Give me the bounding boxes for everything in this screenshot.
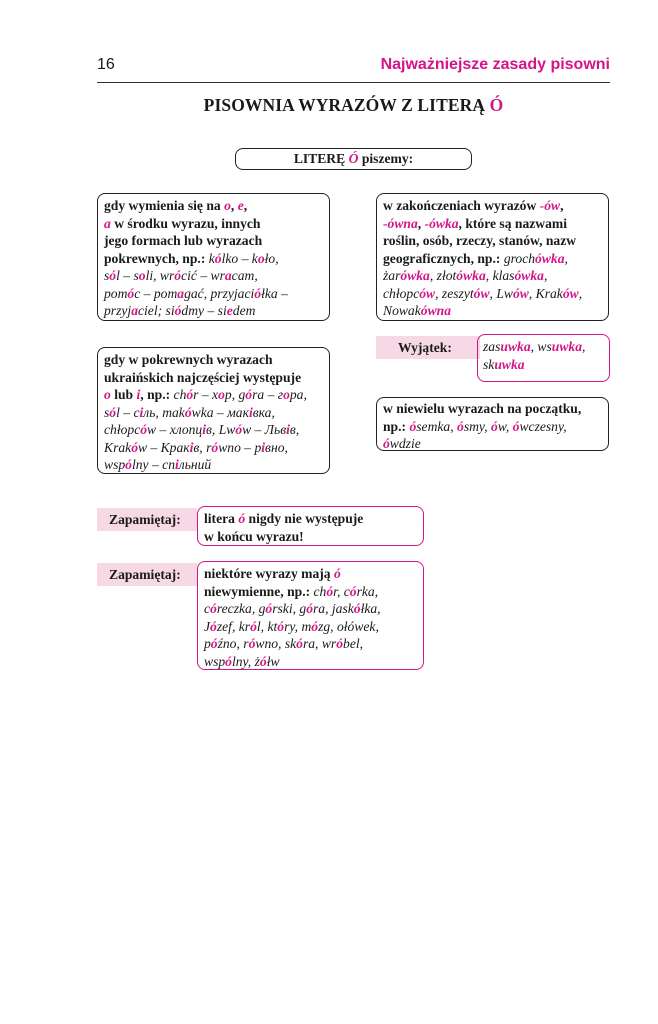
text: , np.:: [140, 387, 174, 402]
accent: ów: [473, 285, 490, 301]
text: ch: [173, 387, 187, 402]
text: lny – сп: [131, 457, 175, 472]
accent: o: [257, 250, 265, 266]
text: Krak: [104, 439, 132, 455]
accent: ówka: [535, 250, 565, 266]
text: wsp: [104, 457, 126, 472]
rule-line: jego formach lub wyrazach: [104, 233, 263, 248]
text: ry,: [284, 618, 302, 634]
rule-line: [104, 439, 323, 457]
accent: o: [138, 268, 146, 283]
rule-line: [383, 435, 602, 453]
accent: ó: [109, 404, 117, 420]
rule-line: [204, 600, 417, 618]
rule-line: w niewielu wyrazach na początku,: [383, 401, 582, 416]
accent: ó: [326, 583, 334, 599]
text: lny,: [231, 653, 255, 669]
text: rski,: [272, 601, 300, 616]
text: в, Lw: [206, 422, 236, 437]
text: m: [301, 618, 312, 634]
accent: a: [104, 215, 111, 231]
text: , klas: [485, 268, 515, 283]
text: groch: [503, 250, 536, 266]
accent: i: [136, 387, 141, 402]
rule-line: [483, 338, 604, 356]
rule-line: [204, 565, 417, 583]
text: niewymienne, np.:: [204, 583, 314, 599]
text: g: [258, 601, 266, 616]
text: gać, przyjaci: [184, 285, 255, 301]
accent: ó: [349, 583, 357, 599]
rule-line: [104, 456, 323, 474]
text: льний: [178, 457, 212, 472]
text: , Lw: [489, 285, 513, 301]
text: c: [204, 601, 211, 616]
text: в,: [289, 422, 300, 437]
text: wdzie: [389, 436, 421, 451]
text: ra, jask: [313, 601, 354, 616]
remember-label: Zapamiętaj:: [97, 563, 197, 586]
rule-line: [383, 285, 602, 303]
accent: a: [224, 268, 232, 283]
text: ,: [243, 198, 248, 213]
page-title: [97, 95, 610, 116]
accent: ó: [296, 636, 303, 651]
text: ,: [564, 250, 568, 266]
text: bel,: [343, 636, 364, 651]
accent: ó: [131, 439, 138, 455]
rule-box-alternation: [97, 193, 330, 321]
text: c – pom: [134, 285, 178, 301]
rule-line: [383, 250, 602, 268]
accent: ó: [306, 601, 313, 616]
text: w środku wyrazu, innych: [110, 215, 261, 231]
accent: ó: [174, 268, 182, 283]
text: źno,: [217, 636, 244, 651]
accent: ó: [336, 636, 344, 651]
text: ra,: [302, 636, 322, 651]
text: ,: [582, 339, 586, 354]
text: ль, mak: [143, 404, 185, 420]
text: r: [243, 636, 249, 651]
text: , które są nazwami: [458, 215, 568, 231]
accent: ów: [562, 285, 579, 301]
accent: ó: [211, 439, 219, 455]
text: pom: [104, 285, 128, 301]
text: wsp: [204, 653, 226, 669]
accent: і: [139, 404, 144, 420]
text: s: [104, 268, 110, 283]
text: np.:: [383, 418, 410, 434]
accent: ó: [409, 418, 417, 434]
text: r,: [333, 583, 344, 599]
accent: і: [175, 457, 179, 472]
text: w zakończeniach wyrazów: [383, 198, 540, 213]
accent: і: [248, 404, 253, 420]
rule-line: [104, 250, 323, 268]
text: zas: [483, 339, 501, 354]
text: ch: [313, 583, 327, 599]
running-title: Najważniejsze zasady pisowni: [380, 56, 610, 73]
text: ,: [578, 285, 583, 301]
text: łka,: [360, 601, 381, 616]
accent: ó: [512, 418, 520, 434]
accent: uwka: [494, 356, 525, 372]
text: , ws: [530, 339, 552, 354]
text: zef,: [216, 618, 239, 634]
text: lub: [110, 387, 137, 402]
accent: ówka: [514, 268, 544, 283]
accent: ów: [419, 285, 436, 301]
accent: ó: [334, 566, 341, 581]
accent: o: [104, 387, 111, 402]
exception-box: [477, 334, 610, 382]
accent: ó: [311, 618, 319, 634]
rule-box-word-start: [376, 397, 609, 451]
rule-line: [104, 215, 323, 233]
rule-line: [104, 421, 323, 439]
text: żar: [383, 268, 401, 283]
text: chłopc: [383, 285, 420, 301]
rule-line: [204, 618, 417, 636]
text: gdy wymienia się na: [104, 198, 225, 213]
remember-box-final: [197, 506, 424, 546]
rule-line: ukraińskich najczęściej występuje: [104, 369, 302, 385]
accent: ó: [245, 387, 253, 402]
rule-line: [104, 267, 323, 285]
remember-label: Zapamiętaj:: [97, 508, 197, 531]
text: J: [204, 618, 211, 634]
text: w – хлопц: [147, 422, 203, 437]
text: w – Льв: [242, 422, 287, 437]
text: l – s: [116, 268, 139, 283]
lead-post: piszemy:: [358, 151, 414, 166]
text: kt: [267, 618, 278, 634]
text: р, g: [224, 387, 246, 402]
page-title-text: PISOWNIA WYRAZÓW Z LITERĄ: [203, 95, 490, 115]
text: li, wr: [145, 268, 175, 283]
accent: ówka: [456, 268, 486, 283]
text: wno – р: [218, 439, 262, 455]
rule-line: [204, 510, 417, 528]
accent: ó: [184, 404, 192, 420]
text: ,: [417, 215, 425, 231]
accent: ów: [512, 285, 529, 301]
accent: і: [202, 422, 207, 437]
text: zg, ołówek,: [318, 618, 379, 634]
accent: і: [261, 439, 266, 455]
rule-box-endings: [376, 193, 609, 321]
accent: ó: [235, 422, 243, 437]
text: ,: [230, 198, 238, 213]
accent: ó: [174, 303, 182, 318]
rule-line: [483, 356, 604, 374]
rule-line: gdy w pokrewnych wyrazach: [104, 352, 273, 367]
rule-line: w końcu wyrazu!: [204, 528, 304, 544]
text: wno,: [255, 636, 285, 651]
rule-line: [204, 635, 417, 653]
text: ra – г: [252, 387, 284, 402]
text: chłopc: [104, 422, 141, 437]
accent: ówka: [400, 268, 430, 283]
accent: ó: [277, 618, 285, 634]
text: , Krak: [528, 285, 563, 301]
accent: ó: [186, 387, 194, 402]
rule-line: [204, 653, 417, 671]
text: вно,: [265, 439, 288, 455]
text: dmy – si: [181, 303, 227, 318]
text: ра,: [289, 387, 307, 402]
accent: ó: [265, 601, 273, 616]
text: r – х: [193, 387, 219, 402]
accent: о: [218, 387, 225, 402]
accent: і: [189, 439, 194, 455]
text: lko – k: [221, 250, 258, 266]
text: ,: [560, 198, 564, 213]
accent: ó: [248, 636, 256, 651]
accent: a: [177, 285, 185, 301]
text: pokrewnych, np.:: [104, 250, 209, 266]
rule-line: [104, 404, 323, 422]
accent: -ów: [539, 198, 561, 213]
text: p: [204, 636, 211, 651]
rule-line: [383, 302, 602, 320]
accent: ó: [125, 457, 132, 472]
rule-line: [104, 302, 323, 320]
accent: ó: [259, 653, 267, 669]
text: przyj: [104, 303, 132, 318]
text: sk: [483, 356, 495, 372]
accent: ó: [254, 285, 262, 301]
accent: a: [131, 303, 138, 318]
text: łw: [266, 653, 280, 669]
page-title-accent: Ó: [489, 95, 504, 115]
text: rka,: [356, 583, 379, 599]
text: geograficznych, np.:: [383, 250, 504, 266]
text: l,: [256, 618, 268, 634]
text: wka – мак: [191, 404, 249, 420]
rule-line: [383, 215, 602, 233]
text: semka,: [416, 418, 458, 434]
text: kr: [238, 618, 251, 634]
rule-line: [383, 197, 602, 215]
accent: ó: [214, 250, 222, 266]
text: cam,: [231, 268, 258, 283]
text: c: [343, 583, 350, 599]
accent: і: [286, 422, 290, 437]
accent: ó: [491, 418, 498, 434]
accent: ó: [140, 422, 148, 437]
rule-box-ukrainian: [97, 347, 330, 474]
text: ,: [543, 268, 548, 283]
accent: ówna: [420, 303, 451, 318]
lead-pre: LITERĘ: [293, 151, 349, 166]
rule-line: [204, 583, 417, 601]
text: wr: [321, 636, 337, 651]
text: nigdy nie występuje: [245, 511, 364, 526]
accent: ó: [225, 653, 232, 669]
text: cić – wr: [181, 268, 225, 283]
accent: ó: [250, 618, 257, 634]
accent: ó: [210, 618, 217, 634]
text: Nowak: [383, 303, 421, 318]
text: łka –: [261, 285, 288, 301]
page-number: 16: [97, 56, 115, 73]
accent: ó: [109, 268, 117, 283]
accent: uwka: [551, 339, 583, 354]
lead-accent: Ó: [348, 151, 359, 166]
text: l – с: [116, 404, 140, 420]
text: w – Крак: [137, 439, 190, 455]
text: niektóre wyrazy mają: [204, 566, 334, 581]
remember-box-nonalternating: [197, 561, 424, 670]
accent: uwka: [500, 339, 531, 354]
accent: о: [283, 387, 290, 402]
accent: ó: [210, 636, 218, 651]
text: litera: [204, 511, 239, 526]
accent: -ówna: [383, 215, 418, 231]
text: в, r: [193, 439, 212, 455]
rule-line: [104, 386, 323, 404]
text: k: [208, 250, 215, 266]
rule-line: roślin, osób, rzeczy, stanów, nazw: [383, 233, 577, 248]
accent: e: [226, 303, 233, 318]
accent: ó: [238, 511, 246, 526]
accent: ó: [127, 285, 135, 301]
rule-line: [383, 418, 602, 436]
text: вка,: [252, 404, 275, 420]
text: smy,: [463, 418, 492, 434]
text: ło,: [264, 250, 279, 266]
text: g: [299, 601, 307, 616]
text: sk: [284, 636, 297, 651]
text: ż: [254, 653, 260, 669]
exception-label: Wyjątek:: [376, 336, 480, 359]
accent: o: [224, 198, 231, 213]
rule-line: [104, 285, 323, 303]
text: dem: [232, 303, 256, 318]
accent: ó: [383, 436, 390, 451]
text: ciel; si: [137, 303, 175, 318]
accent: ó: [353, 601, 361, 616]
rule-line: [104, 197, 323, 215]
header-rule: [97, 82, 610, 83]
accent: ó: [457, 418, 464, 434]
text: , zeszyt: [435, 285, 474, 301]
text: wczesny,: [519, 418, 567, 434]
rule-line: [383, 267, 602, 285]
lead-box: [235, 148, 472, 170]
accent: -ówka: [424, 215, 459, 231]
text: , złot: [429, 268, 457, 283]
text: reczka,: [216, 601, 259, 616]
accent: e: [237, 198, 244, 213]
accent: ó: [210, 601, 217, 616]
text: s: [104, 404, 110, 420]
text: w,: [497, 418, 513, 434]
